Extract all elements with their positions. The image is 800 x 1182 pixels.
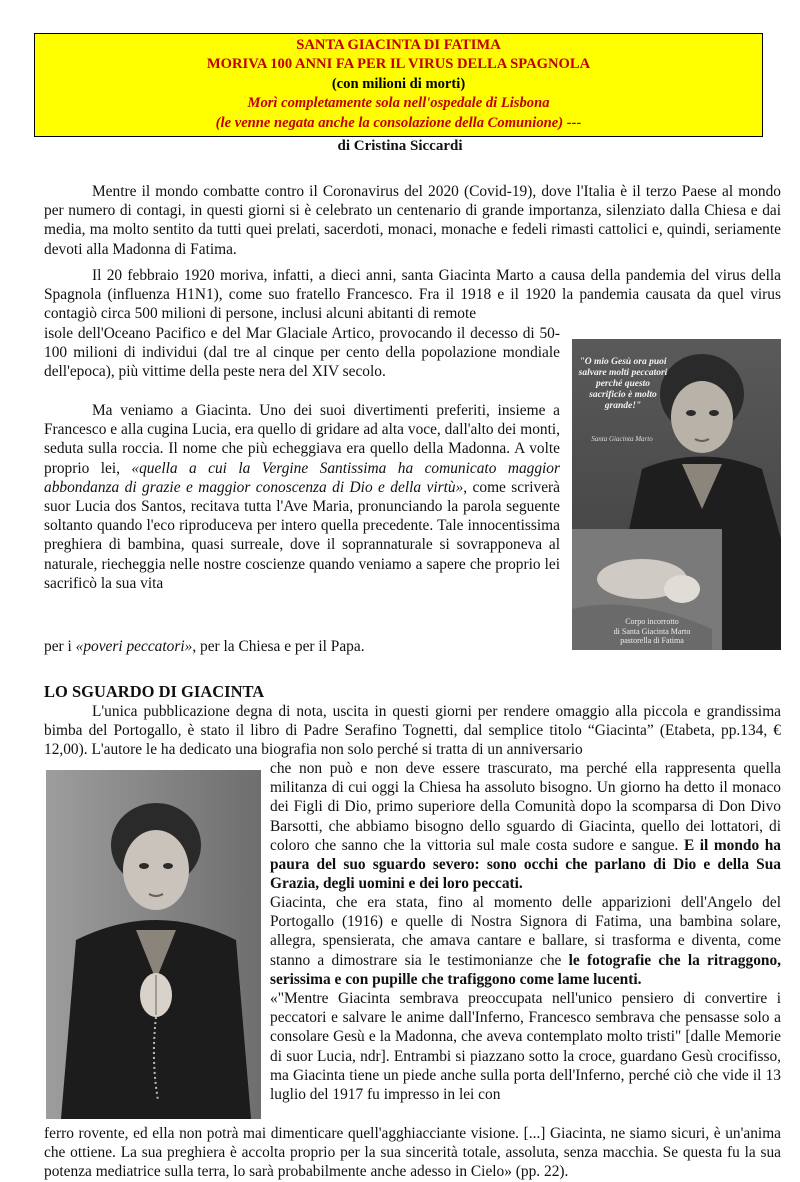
- photo-1-caption-line-2: di Santa Giacinta Marto: [613, 626, 691, 636]
- paragraph-5: [270, 893, 781, 989]
- photo-1-quote: "O mio Gesù ora puoi salvare molti peccatori perché questo sacrificio è molto grande!": [578, 357, 668, 411]
- photo-1-caption-line-3: pastorella di Fatima: [620, 636, 684, 645]
- paragraph-5-bold: le fotografie che la ritraggono, serissima e con pupille che trafiggono come lame lucenti.: [270, 951, 781, 988]
- paragraph-2-top: Il 20 febbraio 1920 moriva, infatti, a dieci anni, santa Giacinta Marto a causa della pandemia del virus della Spagnola (influenza H1N1), come suo fratello Francesco. Fra il 1918 e il 1920 la pandemia causata da quel virus contagiò circa 500 milioni di persone, inclusi alcuni abitanti di remote: [44, 267, 781, 323]
- paragraph-1: Mentre il mondo combatte contro il Coronavirus del 2020 (Covid-19), dove l'Italia è il terzo Paese al mondo per numero di contagi, in questi giorni si è celebrato un centenario di grande importanza, silenziato dalla Chiesa e dai media, ma molto sentito da tutti quei prelati, sacerdoti, monaci, monache e fedeli rimasti cattolici e, quindi, seriamente devoti alla Madonna di Fatima.: [44, 183, 781, 258]
- paragraph-4-right: [270, 759, 781, 893]
- title-line-5: (le venne negata anche la consolazione della Comunione) ---: [215, 114, 582, 131]
- title-line-3: (con milioni di morti): [331, 75, 466, 92]
- paragraph-3-quote-2: «poveri peccatori»: [75, 638, 193, 655]
- paragraph-2-bottom: isole dell'Oceano Pacifico e del Mar Glaciale Artico, provocando il decesso di 50-100 milioni di individui (dal tre al cinque per cento della popolazione mondiale dell'epoca), più vittime della peste nera del XIV secolo.: [44, 325, 560, 381]
- title-line-2: MORIVA 100 ANNI FA PER IL VIRUS DELLA SPAGNOLA: [206, 56, 591, 73]
- title-line-1: SANTA GIACINTA DI FATIMA: [296, 37, 501, 53]
- paragraph-3: [44, 401, 560, 593]
- paragraph-5-text: Giacinta, che era stata, fino al momento delle apparizioni dell'Angelo del Portogallo (1916) e quelle di Nostra Signora di Fatima, una bambina solare, allegra, spensierata, che amava cantare e ballare, si trasforma e diventa, come stanno a dimostrare sia le testimonianze che: [270, 894, 781, 969]
- photo-1-caption: [592, 617, 712, 646]
- photo-1-signature: Santa Giacinta Marto: [591, 435, 653, 443]
- paragraph-4-top: L'unica pubblicazione degna di nota, uscita in questi giorni per rendere omaggio alla piccola e grandissima bimba del Portogallo, è stato il libro di Padre Serafino Tognetti, dal semplice titolo “Giacinta” (Etabeta, pp.134, € 12,00). L'autore le ha dedicato una biografia non solo perché si tratta di un anniversario: [44, 703, 781, 759]
- paragraph-3-quote: «quella a cui la Vergine Santissima ha comunicato maggior abbondanza di grazie e maggior conoscenza di Dio e della virtù»: [44, 459, 560, 496]
- paragraph-6-end: ferro rovente, ed ella non potrà mai dimenticare quell'agghiacciante visione. [...] Giacinta, ne siamo sicuri, è un'anima che ottiene. La sua preghiera è accolta proprio per la sua sincerità totale, assoluta, senza macchia. Se questa fu la sua potenza mediatrice sulla terra, lo sarà probabilmente anche adesso in Cielo» (pp. 22).: [44, 1125, 781, 1181]
- paragraph-3-text-d: , per la Chiesa e per il Papa.: [192, 638, 365, 655]
- paragraph-3-text-a: Ma veniamo a Giacinta. Uno dei suoi divertimenti preferiti, insieme a Francesco e alla cugina Lucia, era quello di gridare ad alta voce, dall'alto dei monti, seduta sulla roccia. Il nome che più echeggiava era quello della Madonna. A volte proprio lei,: [44, 402, 560, 477]
- photo-1-caption-line-1: Corpo incorrotto: [625, 617, 679, 626]
- paragraph-3-text-c: per i: [44, 638, 76, 655]
- photo-2-image: [46, 770, 261, 1119]
- photo-giacinta-portrait-and-body: [572, 339, 781, 650]
- title-line-4: Morì completamente sola nell'ospedale di Lisbona: [247, 95, 550, 112]
- section-heading: LO SGUARDO DI GIACINTA: [44, 682, 265, 701]
- title-banner: [34, 33, 763, 137]
- paragraph-4-bold: E il mondo ha paura del suo sguardo severo: sono occhi che parlano di Dio e della Sua Grazia, degli uomini e dei loro peccati.: [270, 836, 781, 893]
- photo-giacinta-praying: [46, 770, 261, 1119]
- byline: di Cristina Siccardi: [337, 138, 463, 154]
- paragraph-4-text: che non può e non deve essere trascurato, ma perché ella rappresenta quella militanza di cui oggi la Chiesa ha assoluto bisogno. Un giorno ha detto il monaco dei Figli di Dio, primo superiore della Comunità dopo la scomparsa di Don Divo Barsotti, che abbiamo bisogno dello sguardo di Giacinta, quello dei lottatori, di coloro che sanno che la vittoria sul male costa sudore e sangue.: [270, 760, 781, 854]
- paragraph-3-text-b: , come scriverà suor Lucia dos Santos, recitava tutta l'Ave Maria, pronunciando la parola seguente soltanto quando l'eco riproduceva per intero quella precedente. Tale innocentissima preghiera di bambina, quasi surreale, dove il soprannaturale si sovrapponeva al naturale, riecheggia nelle nostre coscienze quando veniamo a sapere che proprio lei sacrificò la sua vita: [44, 478, 561, 592]
- paragraph-6-right: «"Mentre Giacinta sembrava preoccupata nell'unico pensiero di convertire i peccatori e salvare le anime dall'Inferno, Francesco sembrava che pensasse solo a consolare Gesù e la Madonna, che aveva contemplato molto tristi" [dalle Memorie di suor Lucia, ndr]. Entrambi si piazzano sotto la croce, guardano Gesù crocifisso, ma Giacinta tiene un piede anche sulla porta dell'Inferno, perché ciò che vide il 13 luglio del 1917 fu impresso in lei con: [270, 990, 781, 1104]
